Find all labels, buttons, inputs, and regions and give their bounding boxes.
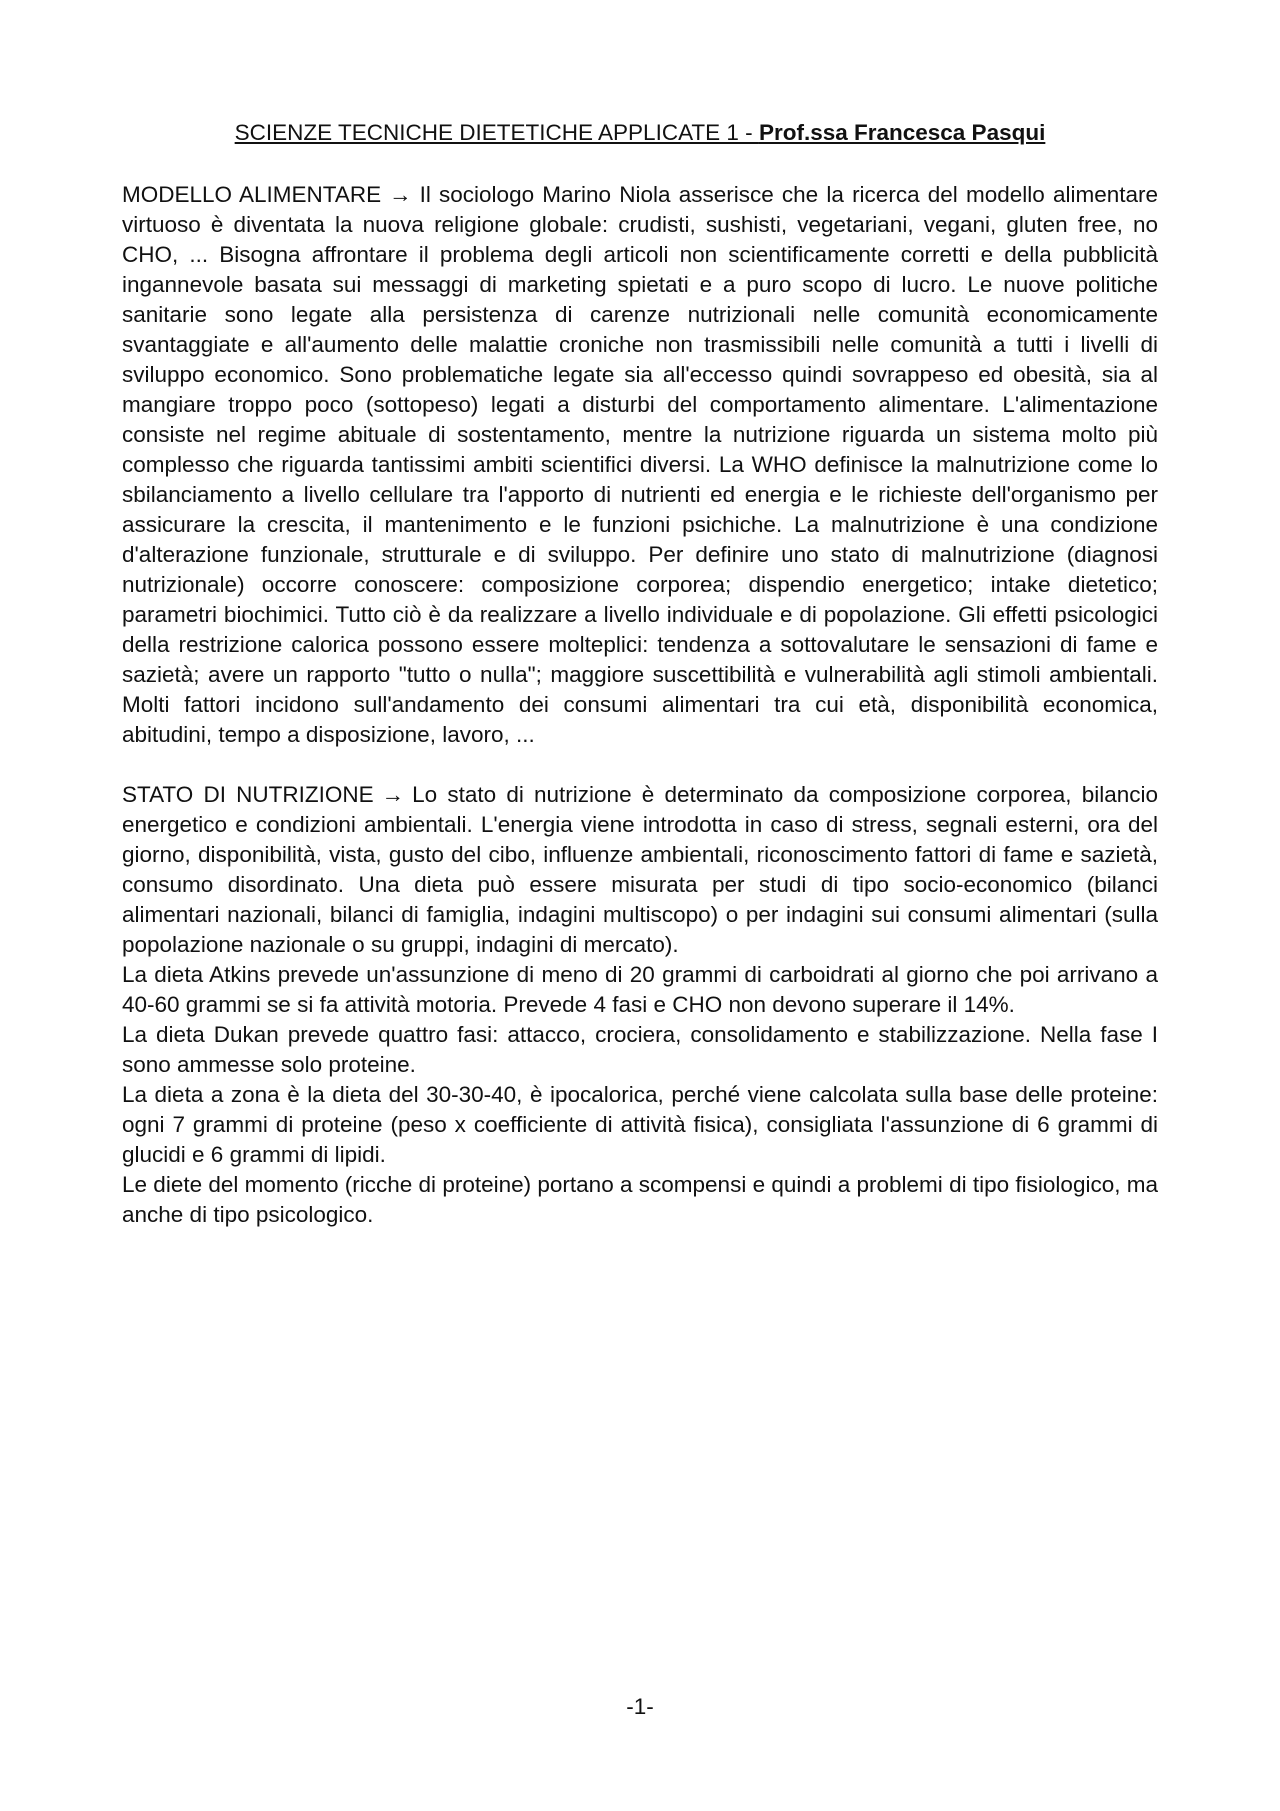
section-stato-di-nutrizione [122, 780, 1158, 1230]
section-paragraph [122, 180, 1158, 750]
paragraph-zona: La dieta a zona è la dieta del 30-30-40, è ipocalorica, perché viene calcolata sulla base delle proteine: ogni 7 grammi di proteine (peso x coefficiente di attività fisica), consigliata l'assunzione di 6 grammi di glucidi e 6 grammi di lipidi. [122, 1082, 1158, 1167]
paragraph-atkins: La dieta Atkins prevede un'assunzione di meno di 20 grammi di carboidrati al giorno che poi arrivano a 40-60 grammi se si fa attività motoria. Prevede 4 fasi e CHO non devono superare il 14%. [122, 962, 1158, 1017]
section-heading: STATO DI NUTRIZIONE [122, 782, 374, 807]
section-modello-alimentare [122, 180, 1158, 750]
paragraph-dukan: La dieta Dukan prevede quattro fasi: attacco, crociera, consolidamento e stabilizzazione. Nella fase I sono ammesse solo proteine. [122, 1022, 1158, 1077]
section-paragraph [122, 780, 1158, 960]
section-body: Lo stato di nutrizione è determinato da composizione corporea, bilancio energetico e condizioni ambientali. L'energia viene introdotta in caso di stress, segnali esterni, ora del giorno, disponibilità, vista, gusto del cibo, influenze ambientali, riconoscimento fattori di fame e sazietà, consumo disordinato. Una dieta può essere misurata per studi di tipo socio-economico (bilanci alimentari nazionali, bilanci di famiglia, indagini multiscopo) o per indagini sui consumi alimentari (sulla popolazione nazionale o su gruppi, indagini di mercato). [122, 782, 1158, 957]
arrow-right-icon: → [381, 782, 405, 807]
document-page [122, 118, 1158, 1260]
title-main: SCIENZE TECNICHE DIETETICHE APPLICATE 1 - [234, 120, 759, 145]
paragraph-diete-momento: Le diete del momento (ricche di proteine) portano a scompensi e quindi a problemi di tipo fisiologico, ma anche di tipo psicologico. [122, 1172, 1158, 1227]
page-title [122, 118, 1158, 148]
section-body: Il sociologo Marino Niola asserisce che la ricerca del modello alimentare virtuoso è diventata la nuova religione globale: crudisti, sushisti, vegetariani, vegani, gluten free, no CHO, ... Bisogna affrontare il problema degli articoli non scientificamente corretti e della pubblicità ingannevole basata sui messaggi di marketing spietati e a puro scopo di lucro. Le nuove politiche sanitarie sono legate alla persistenza di carenze nutrizionali nelle comunità economicamente svantaggiate e all'aumento delle malattie croniche non trasmissibili nelle comunità a tutti i livelli di sviluppo economico. Sono problematiche legate sia all'eccesso quindi sovrappeso ed obesità, sia al mangiare troppo poco (sottopeso) legati a disturbi del comportamento alimentare. L'alimentazione consiste nel regime abituale di sostentamento, mentre la nutrizione riguarda un sistema molto più complesso che riguarda tantissimi ambiti scientifici diversi. La WHO definisce la malnutrizione come lo sbilanciamento a livello cellulare tra l'apporto di nutrienti ed energia e le richieste dell'organismo per assicurare la crescita, il mantenimento e le funzioni psichiche. La malnutrizione è una condizione d'alterazione funzionale, strutturale e di sviluppo. Per definire uno stato di malnutrizione (diagnosi nutrizionale) occorre conoscere: composizione corporea; dispendio energetico; intake dietetico; parametri biochimici. Tutto ciò è da realizzare a livello individuale e di popolazione. Gli effetti psicologici della restrizione calorica possono essere molteplici: tendenza a sottovalutare le sensazioni di fame e sazietà; avere un rapporto "tutto o nulla"; maggiore suscettibilità e vulnerabilità agli stimoli ambientali. Molti fattori incidono sull'andamento dei consumi alimentari tra cui età, disponibilità economica, abitudini, tempo a disposizione, lavoro, ... [122, 182, 1159, 747]
page-number: -1- [626, 1694, 654, 1719]
section-heading: MODELLO ALIMENTARE [122, 182, 382, 207]
title-author: Prof.ssa Francesca Pasqui [758, 120, 1046, 145]
arrow-right-icon: → [389, 182, 412, 207]
